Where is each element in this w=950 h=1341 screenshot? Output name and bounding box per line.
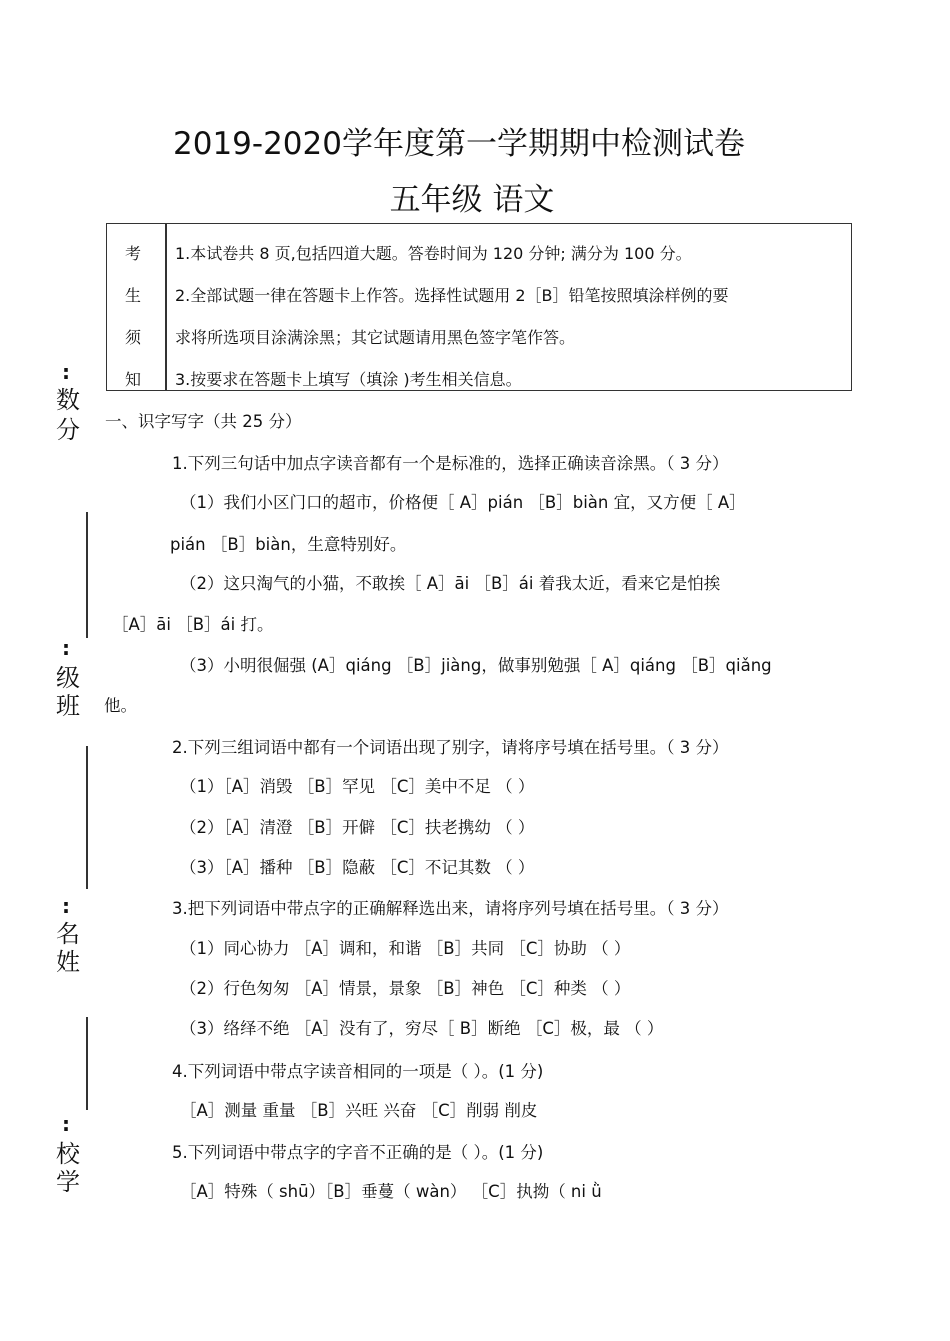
side-field-char: 数 [56, 386, 80, 414]
question-line: ［A］āi ［B］ái 打。 [112, 615, 274, 634]
side-field-char: 姓 [56, 948, 80, 976]
question-line: （1）同心协力 ［A］调和，和谐 ［B］共同 ［C］协助 （ ） [180, 939, 631, 958]
question-line: （1）我们小区门口的超市，价格便［ A］pián ［B］biàn 宜，又方便［ A］ [180, 493, 746, 512]
question-line: 3.把下列词语中带点字的正确解释选出来，请将序列号填在括号里。（ 3 分） [172, 899, 729, 918]
side-field-char: 班 [56, 692, 80, 720]
question-line: （1）［A］消毁 ［B］罕见 ［C］美中不足 （ ） [180, 777, 535, 796]
question-line: （2）这只淘气的小猫，不敢挨［ A］āi ［B］ái 着我太近，看来它是怕挨 [180, 574, 721, 593]
question-line: （2）［A］清澄 ［B］开僻 ［C］扶老携幼 （ ） [180, 818, 535, 837]
question-line: （3）小明很倔强 (A］qiáng ［B］jiàng，做事别勉强［ A］qiáng ［B］qiǎng [180, 656, 772, 675]
side-field-colon: : [62, 636, 70, 660]
side-field-char: 级 [56, 664, 80, 692]
side-divider-line [86, 746, 88, 889]
notice-label-char: 知 [125, 370, 142, 389]
question-line: 5.下列词语中带点字的字音不正确的是（ ）。(1 分) [172, 1143, 544, 1162]
question-line: ［A］测量 重量 ［B］兴旺 兴奋 ［C］削弱 削皮 [180, 1101, 538, 1120]
side-field-colon: : [62, 894, 70, 918]
notice-label-char: 须 [125, 328, 142, 347]
notice-line: 2.全部试题一律在答题卡上作答。选择性试题用 2［B］铅笔按照填涂样例的要 [175, 286, 729, 305]
side-field-colon: : [62, 360, 70, 384]
question-line: （3）络绎不绝 ［A］没有了，穷尽［ B］断绝 ［C］极，最 （ ） [180, 1019, 664, 1038]
side-field-char: 校 [56, 1140, 80, 1168]
notice-divider [165, 224, 167, 390]
question-line: 他。 [104, 696, 137, 715]
notice-label-char: 考 [125, 244, 142, 263]
question-line: ［A］特殊（ shū）［B］垂蔓（ wàn） ［C］执拗（ ni ǜ [180, 1182, 602, 1201]
question-line: 1.下列三句话中加点字读音都有一个是标准的，选择正确读音涂黑。（ 3 分） [172, 454, 729, 473]
exam-title: 2019-2020学年度第一学期期中检测试卷 [173, 126, 745, 162]
side-divider-line [86, 512, 88, 638]
side-field-char: 分 [56, 416, 80, 444]
question-line: （2）行色匆匆 ［A］情景，景象 ［B］神色 ［C］种类 （ ） [180, 979, 631, 998]
question-line: pián ［B］biàn，生意特别好。 [170, 535, 407, 554]
question-line: 4.下列词语中带点字读音相同的一项是（ ）。(1 分) [172, 1062, 544, 1081]
exam-subtitle: 五年级 语文 [389, 182, 555, 218]
side-divider-line [86, 1017, 88, 1110]
notice-box [106, 223, 852, 391]
notice-line: 3.按要求在答题卡上填写（填涂 )考生相关信息。 [175, 370, 522, 389]
side-field-colon: : [62, 1112, 70, 1136]
side-field-char: 名 [56, 920, 80, 948]
section-heading: 一、识字写字（共 25 分） [105, 412, 302, 431]
notice-line: 求将所选项目涂满涂黑；其它试题请用黑色签字笔作答。 [175, 328, 576, 347]
question-line: 2.下列三组词语中都有一个词语出现了别字，请将序号填在括号里。（ 3 分） [172, 738, 729, 757]
notice-line: 1.本试卷共 8 页,包括四道大题。答卷时间为 120 分钟; 满分为 100 分。 [175, 244, 692, 263]
side-field-char: 学 [56, 1168, 80, 1196]
notice-label-char: 生 [125, 286, 142, 305]
question-line: （3）［A］播种 ［B］隐蔽 ［C］不记其数 （ ） [180, 858, 535, 877]
